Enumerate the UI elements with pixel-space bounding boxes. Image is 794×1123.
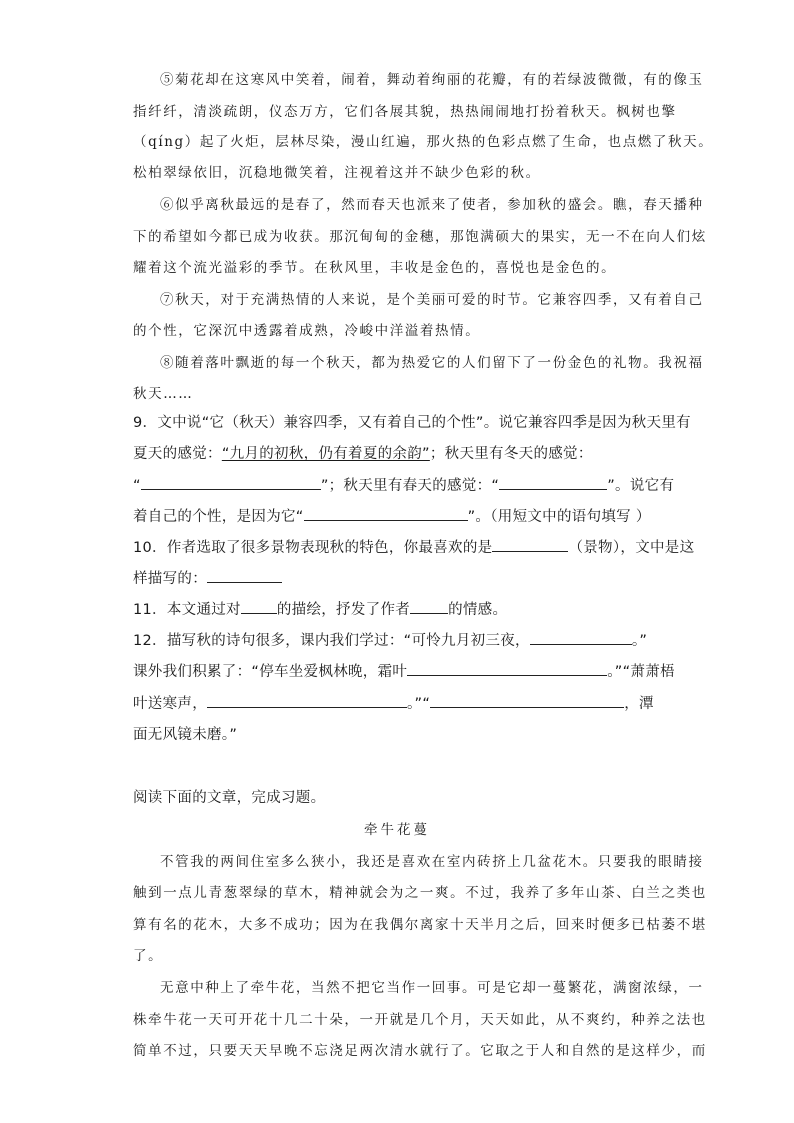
- article-p1-line-2: 触到一点儿青葱翠绿的草木，精神就会为之一爽。不过，我养了多年山茶、白兰之类也: [133, 885, 707, 901]
- poem-blank-1[interactable]: [530, 630, 632, 645]
- question-9-reason-label: 着自己的个性，是因为它“: [133, 509, 304, 525]
- paragraph-6-line-2: 下的希望如今都已成为收获。那沉甸甸的金穗，那饱满硕大的果实，无一不在向人们炫: [133, 229, 707, 245]
- spring-answer-blank[interactable]: [499, 475, 607, 490]
- article-p2-line-2: 株牵牛花一天可开花十几二十朵，一开就是几个月，天天如此，从不爽约，种养之法也: [133, 1012, 707, 1028]
- question-11-part-c: 的情感。: [448, 602, 508, 618]
- question-9-line-2: [133, 442, 593, 463]
- article-p1-line-3: 算有名的花木，大多不成功；因为在我偶尔离家十天半月之后，回来时便多已枯萎不堪: [133, 917, 707, 933]
- paragraph-8-line-1: ⑧随着落叶飘逝的每一个秋天，都为热爱它的人们留下了一份金色的礼物。我祝福: [160, 355, 704, 371]
- article-p2-line-3: 简单不过，只要天天早晚不忘浇足两次清水就行了。它取之于人和自然的是这样少，而: [133, 1043, 707, 1059]
- question-10-prompt-cont: （景物），文中是这: [568, 540, 695, 556]
- poem-blank-2[interactable]: [407, 661, 607, 676]
- question-12-line-2: [133, 660, 675, 681]
- paragraph-7-line-2: 的个性，它深沉中透露着成熟，冷峻中洋溢着热情。: [133, 323, 481, 339]
- paragraph-5-line-1: ⑤菊花却在这寒风中笑着，闹着，舞动着绚丽的花瓣，有的若绿波微微，有的像玉: [160, 72, 704, 88]
- question-12-line-3: [133, 692, 654, 713]
- question-9-example-answer: “九月的初秋，仍有着夏的余韵”: [221, 446, 430, 462]
- question-12-prompt: 12．描写秋的诗句很多，课内我们学过：“可怜九月初三夜，: [133, 633, 530, 649]
- question-11-part-b: 的描绘，抒发了作者: [276, 602, 411, 618]
- poem-blank-4[interactable]: [430, 693, 624, 708]
- poem-blank-3[interactable]: [207, 693, 407, 708]
- question-9-line-3: [133, 474, 674, 495]
- depiction-blank[interactable]: [241, 599, 277, 614]
- question-9-personality-label: ”。说它有: [607, 478, 675, 494]
- reading-instruction: 阅读下面的文章，完成习题。: [133, 790, 326, 806]
- question-9-line-1: 9．文中说“它（秋天）兼容四季，又有着自己的个性”。说它兼容四季是因为秋天里有: [133, 415, 691, 431]
- paragraph-5-line-2: 指纤纤，清淡疏朗，仪态万方，它们各展其貌，热热闹闹地打扮着秋天。枫树也擎: [133, 104, 677, 120]
- question-10-prompt: 10．作者选取了很多景物表现秋的特色，你最喜欢的是: [133, 540, 493, 556]
- paragraph-6-line-3: 耀着这个流光溢彩的季节。在秋风里，丰收是金色的，喜悦也是金色的。: [133, 260, 617, 276]
- quote-separator: 。”“: [407, 696, 431, 712]
- question-9-winter-label: ；秋天里有冬天的感觉：: [429, 446, 593, 462]
- question-12-extra-prompt: 课外我们积累了：“停车坐爱枫林晚，霜叶: [133, 664, 408, 680]
- question-12-line-4: 面无风镜未磨。”: [133, 727, 238, 743]
- question-12-poem-tail: ，潭: [624, 696, 654, 712]
- question-9-spring-label: ”；秋天里有春天的感觉：“: [320, 478, 500, 494]
- personality-answer-blank[interactable]: [304, 506, 468, 521]
- question-10-description-label: 样描写的：: [133, 571, 207, 587]
- paragraph-5-line-3: （qíng）起了火炬，层林尽染，漫山红遍，那火热的色彩点燃了生命，也点燃了秋天。: [133, 134, 714, 150]
- article-p2-line-1: 无意中种上了牵牛花，当然不把它当作一回事。可是它却一蔓繁花，满窗浓绿，一: [160, 980, 704, 996]
- article-title: 牵牛花蔓: [364, 822, 430, 838]
- question-12-poem-start: 。”“萧萧梧: [607, 664, 675, 680]
- paragraph-5-line-4: 松柏翠绿依旧，沉稳地微笑着，注视着这并不缺少色彩的秋。: [133, 165, 541, 181]
- question-9-instruction: ”。（用短文中的语句填写 ）: [467, 509, 651, 525]
- paragraph-7-line-1: ⑦秋天，对于充满热情的人来说，是个美丽可爱的时节。它兼容四季，又有着自己: [160, 292, 704, 308]
- question-9-summer-label: 夏天的感觉：: [133, 446, 222, 462]
- winter-answer-blank[interactable]: [141, 475, 321, 490]
- description-blank[interactable]: [207, 568, 282, 583]
- question-10-line-1: [133, 536, 694, 557]
- open-quote: “: [133, 478, 141, 494]
- paragraph-8-line-2: 秋天……: [133, 386, 194, 402]
- article-p1-line-4: 了。: [133, 948, 164, 964]
- emotion-blank[interactable]: [410, 599, 448, 614]
- question-9-line-4: [133, 505, 651, 526]
- paragraph-6-line-1: ⑥似乎离秋最远的是春了，然而春天也派来了使者，参加秋的盛会。瞧，春天播种: [160, 197, 704, 213]
- close-quote: 。”: [631, 633, 648, 649]
- question-11: [133, 598, 507, 619]
- article-p1-line-1: 不管我的两间住室多么狭小，我还是喜欢在室内砖挤上几盆花木。只要我的眼睛接: [160, 854, 704, 870]
- question-11-part-a: 11．本文通过对: [133, 602, 241, 618]
- question-12-line-1: [133, 629, 647, 650]
- favorite-scenery-blank[interactable]: [492, 537, 568, 552]
- question-12-poem-line: 叶送寒声，: [133, 696, 207, 712]
- question-10-line-2: [133, 567, 282, 588]
